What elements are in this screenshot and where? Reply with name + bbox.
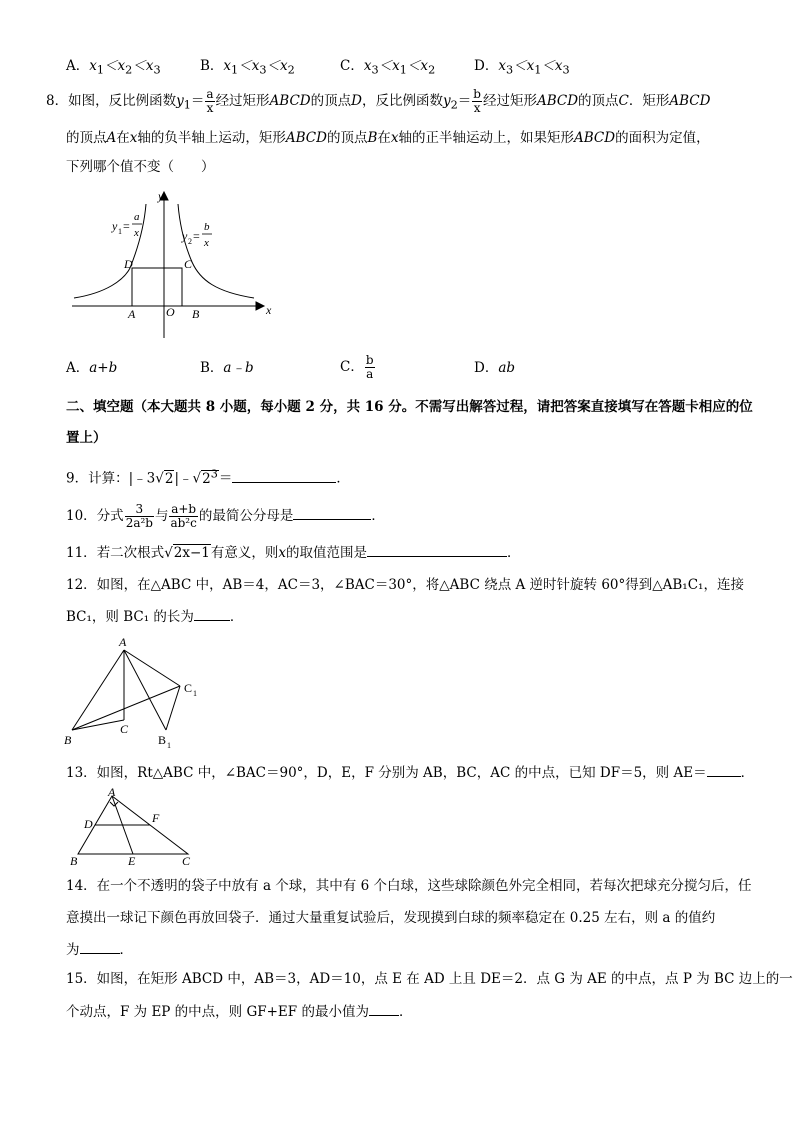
q8-option-a: A．a+b xyxy=(66,360,118,376)
y2-equals: = xyxy=(193,229,200,243)
fig12-label-b1-sub: 1 xyxy=(167,741,171,750)
q9-line: 9．计算：$|﹣3√2|﹣√2^3=$ ． xyxy=(66,467,350,487)
q14-line1: 14．在一个不透明的袋子中放有 a 个球，其中有 6 个白球，这些球除颜色外完全相同，若每次把球充分搅匀后，任 xyxy=(66,878,752,894)
q8-line1: 8．如图，反比例函数$y_1=$ $\frac{a}{x}$ 经过矩形ABCD的顶点D，反比例函数$y_2=$ $\frac{b}{x}$ 经过矩形ABCD的顶点C．矩形ABCD xyxy=(46,87,711,115)
fig13-label-a: A xyxy=(108,786,116,799)
origin-label: O xyxy=(166,305,175,319)
fig13-label-b: B xyxy=(70,854,78,868)
q8-line2: 的顶点A在x轴的负半轴上运动，矩形ABCD的顶点B在x轴的正半轴运动上，如果矩形ABCD的面积为定值， xyxy=(66,130,710,146)
fig12-label-b1: B xyxy=(158,733,167,747)
q14-answer-blank[interactable] xyxy=(80,939,120,954)
q7-option-d: D．$x_3<x_1<x_3$ xyxy=(474,58,570,77)
q9-answer-blank[interactable] xyxy=(232,468,336,483)
fig12-label-b: B xyxy=(64,733,72,747)
x-axis-label: x xyxy=(266,303,272,317)
q8-option-c: C． $\frac{b}{a}$ xyxy=(340,353,374,381)
q7-option-c: C．$x_3<x_1<x_2$ xyxy=(340,58,436,77)
fig12-label-a: A xyxy=(119,635,127,649)
y1-subscript: 1 xyxy=(118,227,122,236)
y1-denominator: x xyxy=(134,227,139,239)
q12-answer-blank[interactable] xyxy=(194,606,230,621)
q11-answer-blank[interactable] xyxy=(367,542,507,557)
y2-denominator: x xyxy=(204,237,209,249)
q12-line1: 12．如图，在△ABC 中，AB＝4，AC＝3，∠BAC＝30°，将△ABC 绕点 A 逆时针旋转 60°得到△AB₁C₁，连接 xyxy=(66,577,744,593)
y1-label: y xyxy=(112,219,118,233)
q7-option-b: B．$x_1<x_3<x_2$ xyxy=(200,58,295,77)
q15-answer-blank[interactable] xyxy=(369,1001,399,1016)
y1-numerator: a xyxy=(134,211,140,223)
q13-answer-blank[interactable] xyxy=(707,762,741,777)
point-c-label: C xyxy=(184,257,193,271)
q8-line3: 下列哪个值不变（ ） xyxy=(66,159,215,175)
q10-line: 10．分式 $\frac{3}{\text{2a²b}}$ 与 $\frac{a+b}{\text{ab²c}}$ 的最简公分母是 ． xyxy=(66,502,385,530)
y2-subscript: 2 xyxy=(188,237,192,246)
q10-answer-blank[interactable] xyxy=(293,505,371,520)
point-a-label: A xyxy=(128,307,136,321)
point-d-label: D xyxy=(124,257,133,271)
fig13-label-c: C xyxy=(182,854,191,868)
x-axis-arrow-icon xyxy=(256,302,264,310)
fig12-label-c: C xyxy=(120,722,129,736)
q8-graph xyxy=(66,188,286,348)
q8-fraction-b-over-x: $\frac{b}{x}$ xyxy=(473,87,481,115)
y1-equals: = xyxy=(123,219,130,233)
rectangle-abcd xyxy=(132,268,182,306)
q15-line1: 15．如图，在矩形 ABCD 中，AB＝3，AD＝10，点 E 在 AD 上且 DE＝2．点 G 为 AE 的中点，点 P 为 BC 边上的一 xyxy=(66,971,793,987)
fig13-label-e: E xyxy=(128,854,136,868)
y-axis-label: y xyxy=(158,189,164,203)
fig13-label-d: D xyxy=(84,817,93,831)
curve-y2 xyxy=(178,204,254,298)
q13-line1: 13．如图，Rt△ABC 中，∠BAC＝90°，D，E，F 分别为 AB，BC，AC 的中点，已知 DF＝5，则 AE＝ ． xyxy=(66,762,754,783)
q8-option-d: D．ab xyxy=(474,360,516,376)
point-b-label: B xyxy=(192,307,200,321)
q13-figure xyxy=(64,786,204,870)
y2-label: y xyxy=(182,229,188,243)
section2-heading-line1: 二、填空题（本大题共 8 小题，每小题 2 分，共 16 分。不需写出解答过程，请把答案直接填写在答题卡相应的位 xyxy=(66,399,753,415)
q14-line2: 意摸出一球记下颜色再放回袋子．通过大量重复试验后，发现摸到白球的频率稳定在 0.25 左右，则 a 的值约 xyxy=(66,910,716,926)
q12-figure xyxy=(60,630,220,750)
q7-option-a: A．$x_1<x_2<x_3$ xyxy=(66,58,161,77)
q8-fraction-a-over-x: $\frac{a}{x}$ xyxy=(206,87,214,115)
q8-option-b: B．a﹣b xyxy=(200,360,254,376)
section2-heading-line2: 置上） xyxy=(66,430,107,446)
fig12-label-c1: C xyxy=(184,681,193,695)
q12-line2: BC₁，则 BC₁ 的长为 ． xyxy=(66,606,243,627)
q15-line2: 个动点，F 为 EP 的中点，则 GF+EF 的最小值为 ． xyxy=(66,1001,412,1022)
q11-line: 11．若二次根式√2x−1有意义，则x的取值范围是 ． xyxy=(66,542,521,563)
fig13-label-f: F xyxy=(152,811,160,825)
fig12-label-c1-sub: 1 xyxy=(193,689,197,698)
y2-numerator: b xyxy=(204,221,210,233)
q14-line3: 为 ． xyxy=(66,939,133,960)
